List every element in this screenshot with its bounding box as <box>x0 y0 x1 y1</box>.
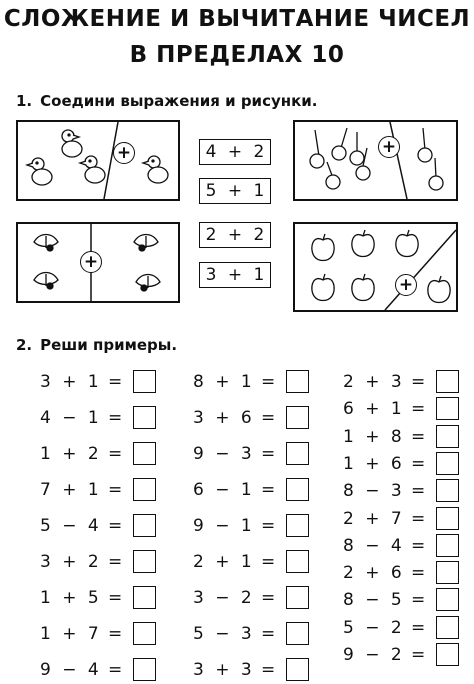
task2-number: 2. <box>16 336 33 354</box>
answer-box[interactable] <box>133 550 156 573</box>
answer-box[interactable] <box>286 370 309 393</box>
answer-box[interactable] <box>286 586 309 609</box>
plus-sign: + <box>113 142 135 164</box>
task2-heading <box>16 336 177 354</box>
equals-sign: = <box>261 552 276 572</box>
answer-box[interactable] <box>436 534 459 557</box>
example-expression: 5 − 3 <box>193 624 252 644</box>
example-row <box>343 616 463 642</box>
example-row <box>193 586 313 612</box>
example-row <box>343 425 463 451</box>
equals-sign: = <box>411 372 426 392</box>
equals-sign: = <box>261 660 276 680</box>
example-expression: 6 + 1 <box>343 399 402 419</box>
equals-sign: = <box>108 408 123 428</box>
example-expression: 1 + 5 <box>40 588 99 608</box>
answer-box[interactable] <box>133 622 156 645</box>
equals-sign: = <box>411 399 426 419</box>
example-row <box>40 622 160 648</box>
equals-sign: = <box>261 480 276 500</box>
example-row <box>40 514 160 540</box>
example-expression: 2 + 1 <box>193 552 252 572</box>
answer-box[interactable] <box>286 442 309 465</box>
task2-text: Реши примеры. <box>40 336 178 354</box>
example-expression: 2 + 3 <box>343 372 402 392</box>
example-expression: 8 + 1 <box>193 372 252 392</box>
answer-box[interactable] <box>436 397 459 420</box>
example-expression: 1 + 7 <box>40 624 99 644</box>
plus-sign: + <box>395 274 417 296</box>
equals-sign: = <box>108 372 123 392</box>
answer-box[interactable] <box>436 561 459 584</box>
equals-sign: = <box>261 408 276 428</box>
answer-box[interactable] <box>133 478 156 501</box>
equals-sign: = <box>108 516 123 536</box>
example-expression: 4 − 1 <box>40 408 99 428</box>
example-row <box>40 442 160 468</box>
example-expression: 1 + 6 <box>343 454 402 474</box>
equals-sign: = <box>108 588 123 608</box>
example-row <box>40 370 160 396</box>
answer-box[interactable] <box>436 616 459 639</box>
equals-sign: = <box>411 536 426 556</box>
example-row <box>343 643 463 669</box>
answer-box[interactable] <box>286 478 309 501</box>
example-row <box>343 479 463 505</box>
example-expression: 2 + 6 <box>343 563 402 583</box>
equals-sign: = <box>108 552 123 572</box>
equals-sign: = <box>411 509 426 529</box>
example-expression: 8 − 5 <box>343 590 402 610</box>
equals-sign: = <box>261 624 276 644</box>
example-expression: 9 − 2 <box>343 645 402 665</box>
answer-box[interactable] <box>436 425 459 448</box>
task1-text: Соедини выражения и рисунки. <box>40 92 318 110</box>
expression-box[interactable]: 5 + 1 <box>199 178 271 204</box>
example-row <box>193 370 313 396</box>
plus-sign: + <box>378 136 400 158</box>
example-expression: 2 + 7 <box>343 509 402 529</box>
example-row <box>343 561 463 587</box>
cherry-icon <box>295 122 456 199</box>
equals-sign: = <box>411 427 426 447</box>
example-expression: 1 + 2 <box>40 444 99 464</box>
equals-sign: = <box>108 660 123 680</box>
apple-icon <box>295 224 456 310</box>
answer-box[interactable] <box>436 452 459 475</box>
equals-sign: = <box>261 444 276 464</box>
answer-box[interactable] <box>436 588 459 611</box>
example-row <box>193 478 313 504</box>
example-row <box>40 586 160 612</box>
example-expression: 3 + 3 <box>193 660 252 680</box>
example-expression: 3 + 2 <box>40 552 99 572</box>
equals-sign: = <box>261 588 276 608</box>
example-expression: 3 + 6 <box>193 408 252 428</box>
cherry-picture-box[interactable] <box>293 120 458 201</box>
answer-box[interactable] <box>286 514 309 537</box>
answer-box[interactable] <box>436 479 459 502</box>
answer-box[interactable] <box>133 406 156 429</box>
example-row <box>343 452 463 478</box>
example-row <box>343 370 463 396</box>
answer-box[interactable] <box>133 514 156 537</box>
example-expression: 9 − 3 <box>193 444 252 464</box>
plus-sign: + <box>80 251 102 273</box>
example-row <box>343 397 463 423</box>
duck-picture-box[interactable] <box>16 120 180 201</box>
example-expression: 3 − 2 <box>193 588 252 608</box>
task1-heading <box>16 92 318 110</box>
answer-box[interactable] <box>133 442 156 465</box>
example-row <box>343 588 463 614</box>
example-expression: 1 + 8 <box>343 427 402 447</box>
expression-box[interactable]: 4 + 2 <box>199 139 271 165</box>
expression-box[interactable]: 2 + 2 <box>199 222 271 248</box>
task1-number: 1. <box>16 92 33 110</box>
equals-sign: = <box>108 480 123 500</box>
equals-sign: = <box>411 563 426 583</box>
answer-box[interactable] <box>436 507 459 530</box>
answer-box[interactable] <box>286 550 309 573</box>
example-expression: 7 + 1 <box>40 480 99 500</box>
example-expression: 5 − 4 <box>40 516 99 536</box>
answer-box[interactable] <box>133 658 156 681</box>
equals-sign: = <box>411 590 426 610</box>
example-expression: 3 + 1 <box>40 372 99 392</box>
equals-sign: = <box>261 372 276 392</box>
example-row <box>343 534 463 560</box>
answer-box[interactable] <box>133 586 156 609</box>
answer-box[interactable] <box>133 370 156 393</box>
example-expression: 5 − 2 <box>343 618 402 638</box>
example-row <box>343 507 463 533</box>
example-row <box>40 478 160 504</box>
example-row <box>193 550 313 576</box>
example-expression: 9 − 4 <box>40 660 99 680</box>
equals-sign: = <box>411 481 426 501</box>
example-row <box>193 514 313 540</box>
example-row <box>193 406 313 432</box>
answer-box[interactable] <box>286 622 309 645</box>
example-row <box>193 442 313 468</box>
example-expression: 8 − 3 <box>343 481 402 501</box>
equals-sign: = <box>411 454 426 474</box>
page-title-line1: СЛОЖЕНИЕ И ВЫЧИТАНИЕ ЧИСЕЛ <box>3 6 471 32</box>
example-row <box>40 406 160 432</box>
example-expression: 9 − 1 <box>193 516 252 536</box>
apple-picture-box[interactable] <box>293 222 458 312</box>
duck-icon <box>18 122 178 199</box>
answer-box[interactable] <box>286 406 309 429</box>
example-expression: 6 − 1 <box>193 480 252 500</box>
leaf-picture-box[interactable] <box>16 222 180 303</box>
answer-box[interactable] <box>436 643 459 666</box>
equals-sign: = <box>411 618 426 638</box>
example-row <box>193 622 313 648</box>
answer-box[interactable] <box>286 658 309 681</box>
answer-box[interactable] <box>436 370 459 393</box>
equals-sign: = <box>108 624 123 644</box>
expression-box[interactable]: 3 + 1 <box>199 262 271 288</box>
example-row <box>193 658 313 684</box>
equals-sign: = <box>108 444 123 464</box>
equals-sign: = <box>261 516 276 536</box>
example-row <box>40 658 160 684</box>
example-row <box>40 550 160 576</box>
page-title-line2: В ПРЕДЕЛАХ 10 <box>129 42 345 68</box>
equals-sign: = <box>411 645 426 665</box>
example-expression: 8 − 4 <box>343 536 402 556</box>
